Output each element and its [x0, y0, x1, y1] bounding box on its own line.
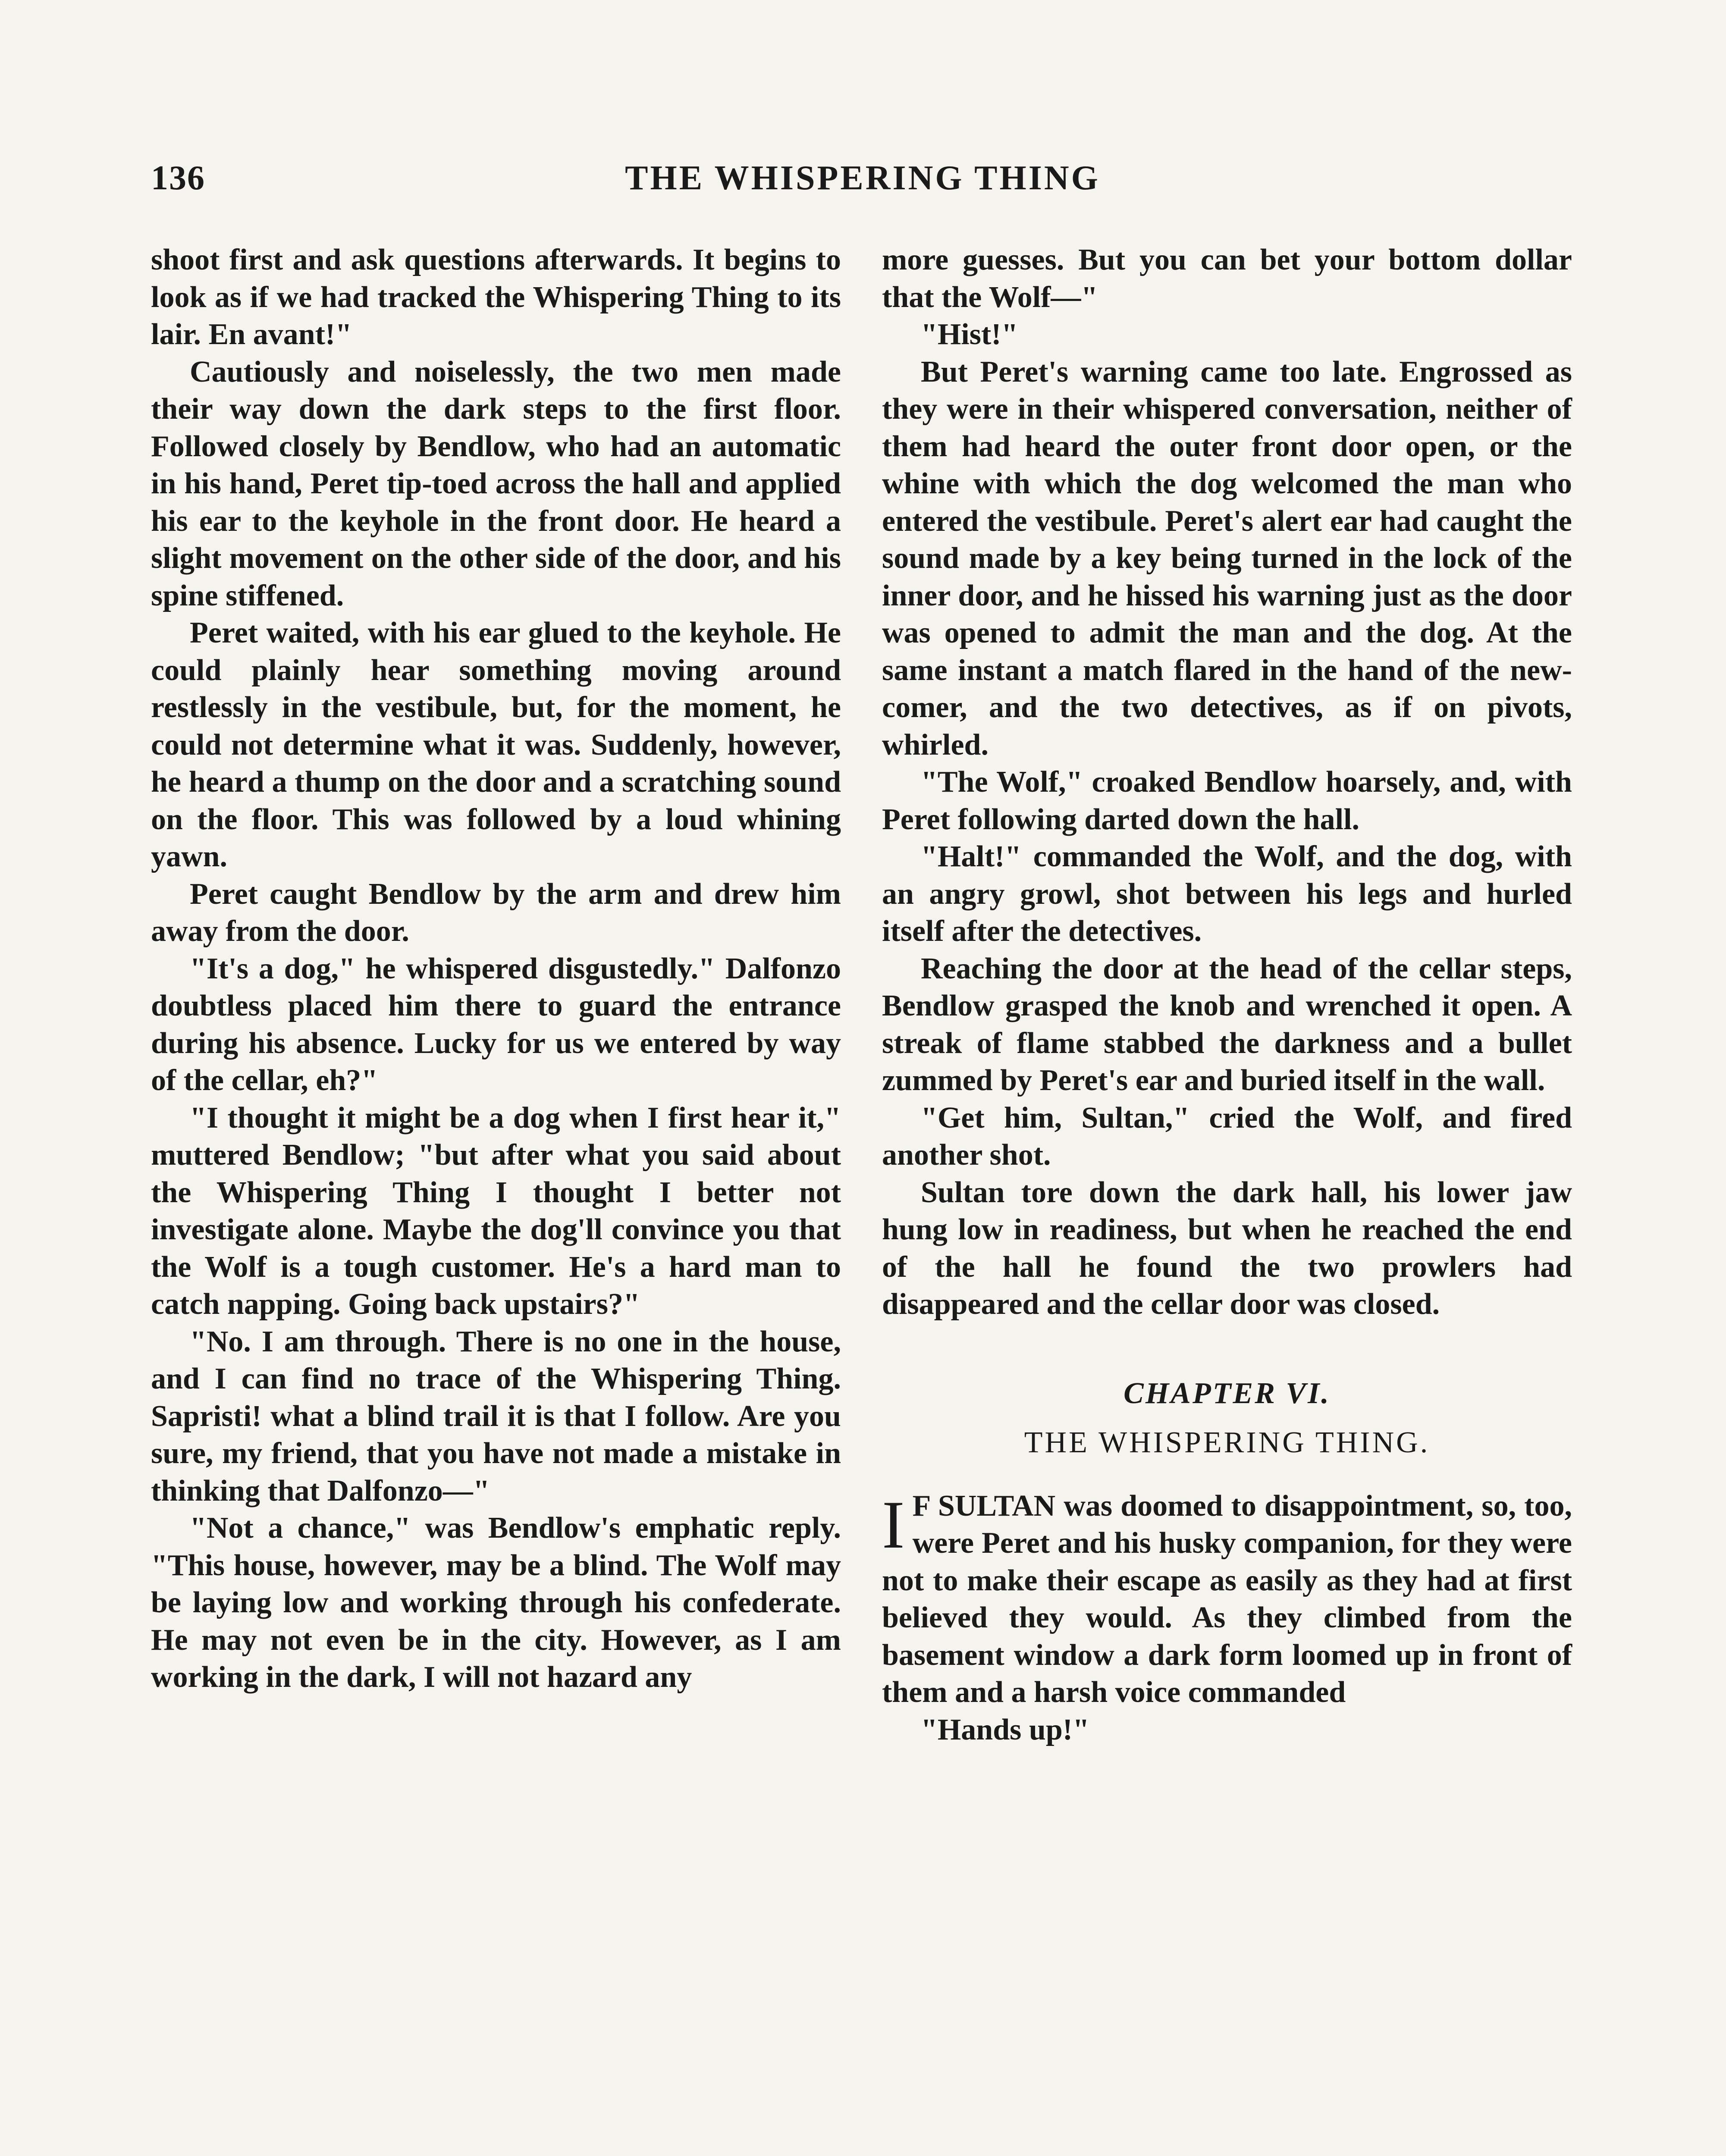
- paragraph: "Get him, Sultan," cried the Wolf, and fired another shot.: [882, 1101, 1572, 1172]
- paragraph: "Hist!": [921, 318, 1018, 351]
- page-number: 136: [151, 159, 205, 197]
- running-head: [151, 159, 1574, 206]
- opening-paragraph: [882, 1488, 1572, 1711]
- paragraph: "Not a chance," was Bendlow's emphatic reply. "This house, however, may be a blind. The Wolf may be laying low and working through his confederate. He may not even be in the city. However, as I am working in the dark, I will not hazard any: [151, 1511, 841, 1694]
- running-title: THE WHISPERING THING: [625, 159, 1100, 197]
- right-column: [882, 241, 1572, 1749]
- paragraph: Peret caught Bendlow by the arm and drew him away from the door.: [151, 877, 841, 948]
- paragraph: "I thought it might be a dog when I first hear it," muttered Bendlow; "but after what you said about the Whispering Thing I thought I better not investigate alone. Maybe the dog'll convince you that the Wolf is a tough customer. He's a hard man to catch napping. Going back upstairs?": [151, 1101, 841, 1321]
- paragraph: Cautiously and noiselessly, the two men made their way down the dark steps to the first floor. Followed closely by Bendlow, who had an automatic in his hand, Peret tip-toed across the hall and applied his ear to the keyhole in the front door. He heard a slight movement on the other side of the door, and his spine stiffened.: [151, 355, 841, 612]
- chapter-title: THE WHISPERING THING.: [1024, 1426, 1430, 1459]
- paragraph: "Hands up!": [921, 1713, 1089, 1746]
- paragraph: shoot first and ask questions afterwards. It begins to look as if we had tracked the Whispering Thing to its lair. En avant!": [151, 243, 841, 351]
- paragraph: Reaching the door at the head of the cellar steps, Bendlow grasped the knob and wrenched it open. A streak of flame stabbed the darkness and a bullet zummed by Peret's ear and buried itself in the wall.: [882, 952, 1572, 1097]
- left-column: [151, 241, 841, 1696]
- chapter-number: CHAPTER VI.: [1123, 1376, 1331, 1410]
- opening-text: F SULTAN was doomed to disappointment, so, too, were Peret and his husky companion, for they were not to make their escape as easily as they had at first believed they would. As they climbed from the basement window a dark form loomed up in front of them and a harsh voice commanded: [882, 1489, 1572, 1709]
- drop-cap: I: [882, 1487, 905, 1563]
- paragraph: "No. I am through. There is no one in the house, and I can find no trace of the Whispering Thing. Sapristi! what a blind trail it is that I follow. Are you sure, my friend, that you have not made a mistake in thinking that Dalfonzo—": [151, 1325, 841, 1507]
- paragraph: Peret waited, with his ear glued to the keyhole. He could plainly hear something moving around restlessly in the vestibule, but, for the moment, he could not determine what it was. Suddenly, however, he heard a thump on the door and a scratching sound on the floor. This was followed by a loud whining yawn.: [151, 616, 841, 873]
- paragraph: But Peret's warning came too late. Engrossed as they were in their whispered conversation, neither of them had heard the outer front door open, or the whine with which the dog welcomed the man who entered the vestibule. Peret's alert ear had caught the sound made by a key being turned in the lock of the inner door, and he hissed his warning just as the door was opened to admit the man and the dog. At the same instant a match flared in the hand of the new-comer, and the two detectives, as if on pivots, whirled.: [882, 355, 1572, 761]
- paragraph: "The Wolf," croaked Bendlow hoarsely, and, with Peret following darted down the hall.: [882, 765, 1572, 836]
- paragraph: "It's a dog," he whispered disgustedly." Dalfonzo doubtless placed him there to guard the entrance during his absence. Lucky for us we entered by way of the cellar, eh?": [151, 952, 841, 1097]
- paragraph: Sultan tore down the dark hall, his lower jaw hung low in readiness, but when he reached the end of the hall he found the two prowlers had disappeared and the cellar door was closed.: [882, 1175, 1572, 1321]
- paragraph: more guesses. But you can bet your bottom dollar that the Wolf—": [882, 243, 1572, 314]
- paragraph: "Halt!" commanded the Wolf, and the dog, with an angry growl, shot between his legs and hurled itself after the detectives.: [882, 840, 1572, 948]
